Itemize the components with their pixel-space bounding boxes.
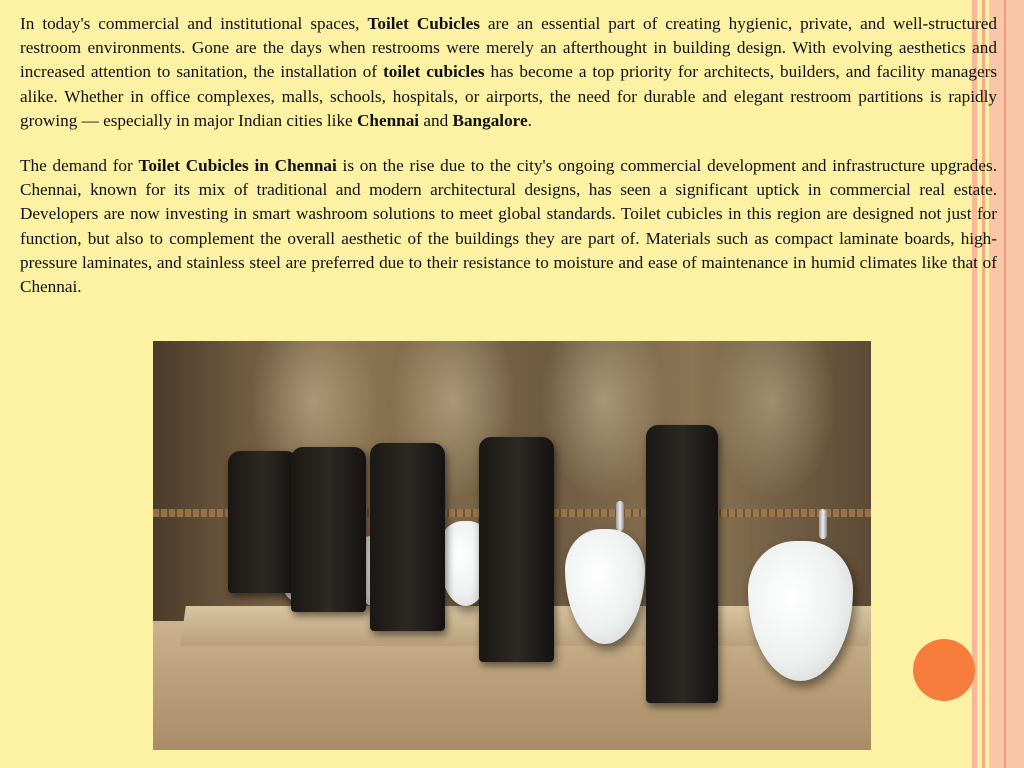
bold-text: toilet cubicles: [383, 62, 485, 82]
flush-pipe: [819, 509, 827, 539]
paragraph-intro: [20, 12, 997, 133]
flush-pipe: [616, 501, 624, 531]
slide-body: [20, 12, 997, 320]
text-run: .: [527, 110, 532, 130]
bold-text: Bangalore: [452, 110, 528, 130]
cubicle-partition: [228, 451, 298, 593]
bold-text: Toilet Cubicles: [367, 14, 480, 33]
text-run: The demand for: [20, 156, 139, 176]
cubicle-partition: [646, 425, 718, 703]
cubicle-partition: [291, 447, 366, 612]
text-run: is on the rise due to the city's ongoing commercial development and infrastructure upgrades. Chennai, known for its mix of traditional and modern architectural designs, has seen a significant uptick in commercial real estate. Developers are now investing in smart washroom solutions to meet global standards. Toilet cubicles in this region are designed not just for function, but also to complement the overall aesthetic of the buildings they are part of. Materials such as compact laminate boards, high-pressure laminates, and stainless steel are preferred due to their resistance to moisture and ease of maintenance in humid climates like that of Chennai.: [20, 156, 997, 297]
text-run: has become a top priority for architects, builders, and facility managers alike. Whether in office complexes, malls, schools, hospitals, or airports, the need for durable and elegant restroom partitions is rapidly growing — especially in major Indian cities like: [20, 62, 998, 130]
cubicle-partition: [479, 437, 554, 662]
text-run: are an essential part of creating hygienic, private, and well-structured restroom environments. Gone are the days when restrooms were merely an afterthought in building design. With evolving aesthetics and increased attention to sanitation, the installation of: [20, 14, 997, 82]
text-run: In today's commercial and institutional spaces,: [20, 14, 368, 33]
restroom-photo: [153, 341, 871, 750]
bold-text: Chennai: [356, 110, 420, 130]
decor-circle: [913, 639, 975, 701]
paragraph-chennai: [20, 154, 997, 299]
text-run: and: [419, 110, 453, 130]
cubicle-partition: [370, 443, 445, 631]
decor-stripe: [1004, 0, 1006, 768]
bold-text: Toilet Cubicles in Chennai: [138, 156, 337, 176]
